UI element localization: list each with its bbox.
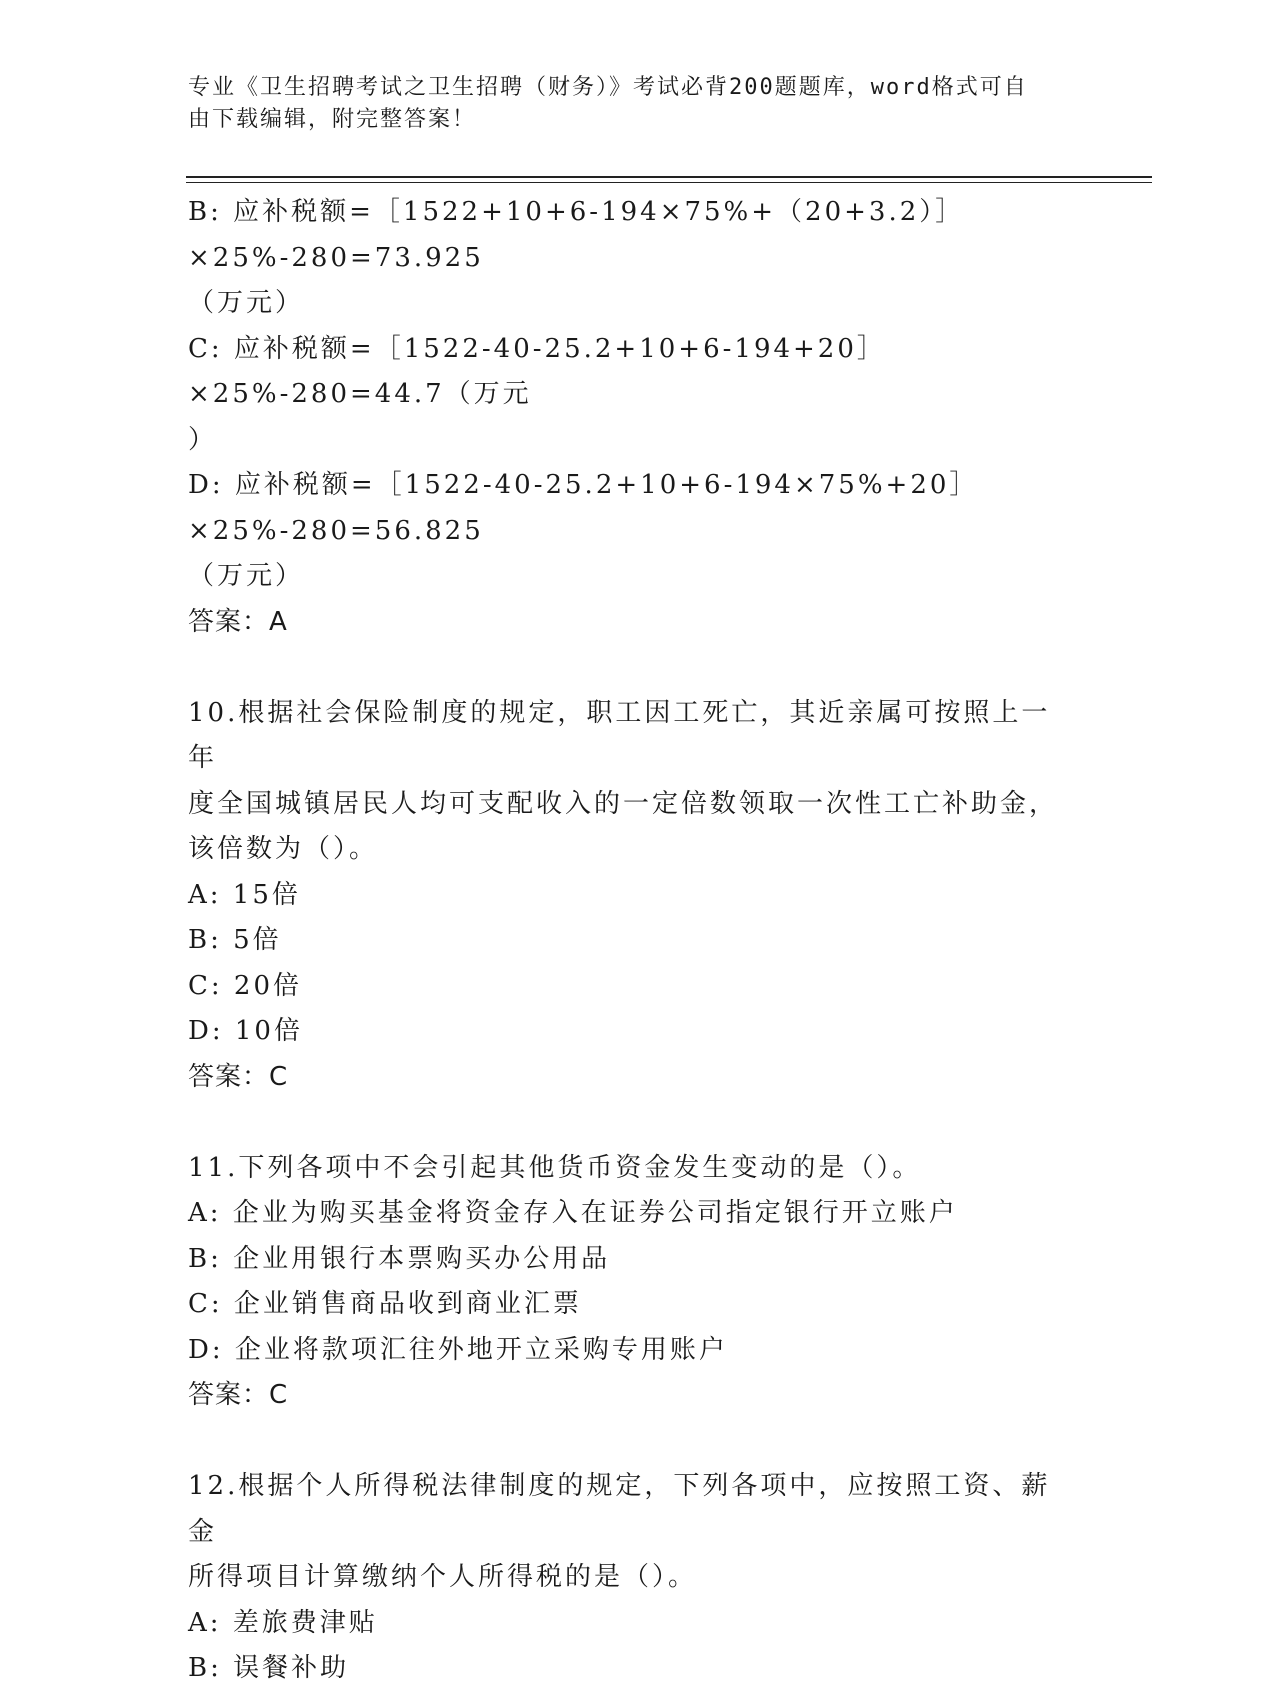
q9-option-b-line-2: （万元） — [188, 288, 305, 318]
q9-option-c-line-2: ） — [188, 424, 218, 455]
q11-option-b: B: 企业用银行本票购买办公用品 — [188, 1243, 611, 1274]
spacer — [188, 645, 1078, 691]
q10-option-d: D: 10倍 — [188, 1016, 303, 1046]
q10-option-a: A: 15倍 — [188, 879, 301, 910]
q11-option-a: A: 企业为购买基金将资金存入在证券公司指定银行开立账户 — [188, 1198, 958, 1228]
question-12 — [188, 1464, 1078, 1692]
q11-answer: 答案：C — [188, 1380, 289, 1410]
header-rule-thick — [186, 176, 1152, 178]
q12-option-a: A: 差旅费津贴 — [188, 1607, 378, 1638]
q10-stem-line-1: 10.根据社会保险制度的规定，职工因工死亡，其近亲属可按照上一年 — [188, 697, 1051, 773]
spacer — [188, 1100, 1078, 1146]
q10-answer: 答案：C — [188, 1061, 289, 1092]
q11-option-c: C: 企业销售商品收到商业汇票 — [188, 1289, 582, 1319]
header-rule-thin — [186, 182, 1152, 183]
q12-option-b: B: 误餐补助 — [188, 1653, 350, 1683]
q9-answer: 答案：A — [188, 606, 288, 637]
q12-stem-line-2: 所得项目计算缴纳个人所得税的是（）。 — [188, 1562, 698, 1592]
header-line-2: 由下载编辑，附完整答案！ — [188, 107, 477, 132]
document-body — [188, 190, 1078, 1692]
q10-option-c: C: 20倍 — [188, 970, 303, 1001]
q11-stem: 11.下列各项中不会引起其他货币资金发生变动的是（）。 — [188, 1152, 922, 1183]
q11-option-d: D: 企业将款项汇往外地开立采购专用账户 — [188, 1334, 728, 1365]
q9-option-d-line-2: （万元） — [188, 561, 305, 591]
q10-stem-line-3: 该倍数为（）。 — [188, 834, 379, 864]
question-10 — [188, 691, 1078, 1101]
header-line-1: 专业《卫生招聘考试之卫生招聘（财务）》考试必背200题题库，word格式可自 — [188, 75, 1028, 100]
question-9 — [188, 190, 1078, 645]
q10-stem-line-2: 度全国城镇居民人均可支配收入的一定倍数领取一次性工亡补助金， — [188, 788, 1059, 819]
question-11 — [188, 1146, 1078, 1419]
spacer — [188, 1419, 1078, 1465]
q9-option-b-line-1: B: 应补税额=［1522+10+6-194×75%+（20+3.2）］×25%-280=73.925 — [188, 197, 965, 273]
document-header — [188, 72, 1068, 136]
q10-option-b: B: 5倍 — [188, 925, 282, 955]
q9-option-d-line-1: D: 应补税额=［1522-40-25.2+10+6-194×75%+20］×25%-280=56.825 — [188, 470, 979, 546]
q12-stem-line-1: 12.根据个人所得税法律制度的规定，下列各项中，应按照工资、薪金 — [188, 1471, 1051, 1547]
q9-option-c-line-1: C: 应补税额=［1522-40-25.2+10+6-194+20］×25%-280=44.7（万元 — [188, 333, 886, 409]
